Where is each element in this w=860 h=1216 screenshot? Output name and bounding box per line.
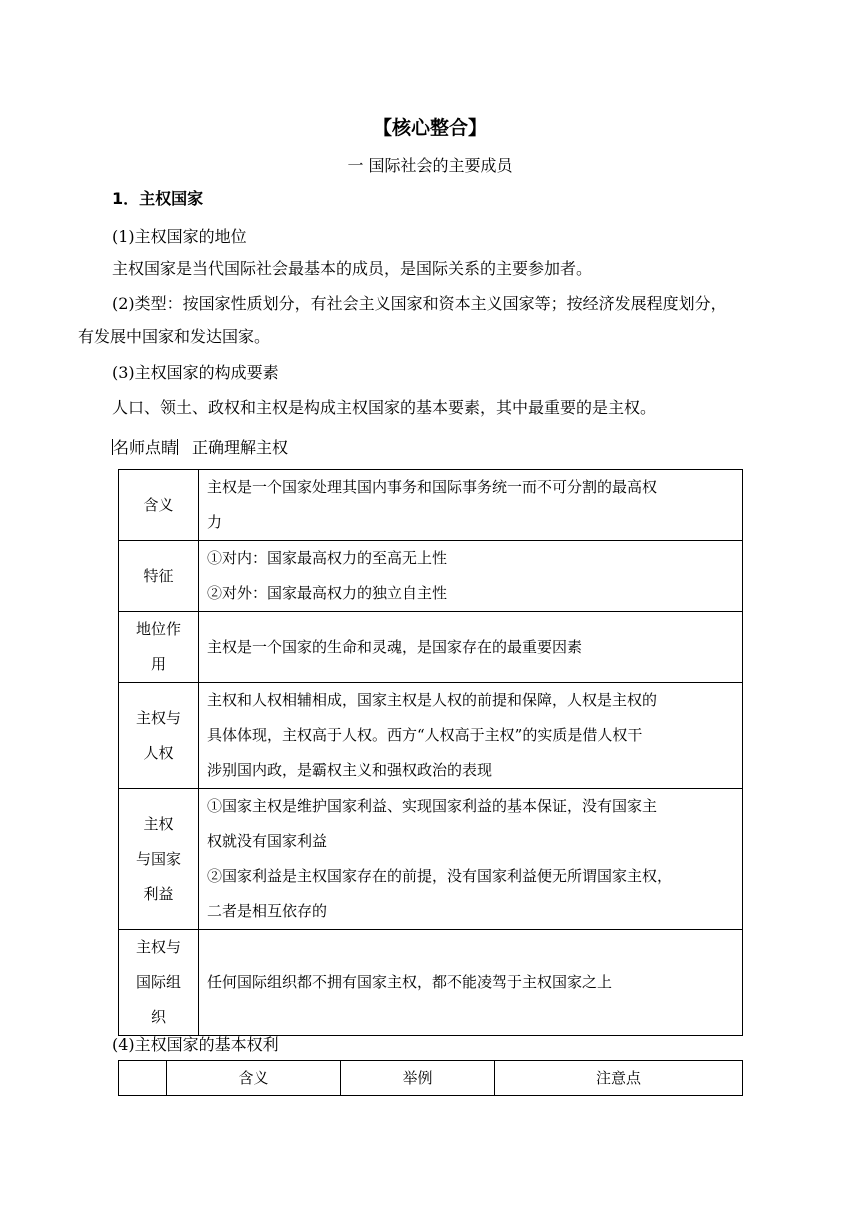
item3-text: 人口、领土、政权和主权是构成主权国家的基本要素，其中最重要的是主权。 [112, 398, 657, 417]
page-title: 【核心整合】 [372, 117, 487, 139]
table-row [119, 789, 743, 930]
row-key: 主权 与国家 利益 [119, 789, 199, 930]
item2-text-line2: 有发展中国家和发达国家。 [78, 327, 271, 346]
tip-label: 名师点睛 [113, 438, 178, 457]
item4-title: (4)主权国家的基本权利 [112, 1035, 279, 1054]
row-value: 主权是一个国家的生命和灵魂，是国家存在的最重要因素 [199, 612, 743, 683]
row-value: ①对内：国家最高权力的至高无上性 ②对外：国家最高权力的独立自主性 [199, 541, 743, 612]
table-row [119, 541, 743, 612]
row-value: ①国家主权是维护国家利益、实现国家利益的基本保证，没有国家主 权就没有国家利益 ②国家利益是主权国家存在的前提，没有国家利益便无所谓国家主权， 二者是相互依存的 [199, 789, 743, 930]
row-key: 地位作 用 [119, 612, 199, 683]
rights-table [118, 1060, 743, 1096]
item1-title: (1)主权国家的地位 [112, 227, 247, 246]
header-cell-empty [119, 1061, 167, 1096]
item3-title: (3)主权国家的构成要素 [112, 363, 279, 382]
header-cell-notes: 注意点 [495, 1061, 743, 1096]
heading-sovereign-state: 1．主权国家 [112, 189, 204, 208]
row-value: 主权是一个国家处理其国内事务和国际事务统一而不可分割的最高权 力 [199, 470, 743, 541]
header-cell-example: 举例 [341, 1061, 495, 1096]
table-row [119, 683, 743, 789]
item1-text: 主权国家是当代国际社会最基本的成员，是国际关系的主要参加者。 [112, 259, 593, 278]
row-value: 主权和人权相辅相成，国家主权是人权的前提和保障，人权是主权的 具体体现，主权高于人权。西方“人权高于主权”的实质是借人权干 涉别国内政，是霸权主义和强权政治的表现 [199, 683, 743, 789]
table-row [119, 930, 743, 1036]
item2-text-line1: (2)类型：按国家性质划分，有社会主义国家和资本主义国家等；按经济发展程度划分， [112, 294, 727, 313]
table-row [119, 612, 743, 683]
table-header-row [119, 1061, 743, 1096]
header-cell-meaning: 含义 [167, 1061, 341, 1096]
row-key: 主权与 人权 [119, 683, 199, 789]
sovereignty-table [118, 469, 743, 1036]
table-row [119, 470, 743, 541]
tip-text: 正确理解主权 [192, 438, 289, 457]
row-key: 主权与 国际组 织 [119, 930, 199, 1036]
row-key: 特征 [119, 541, 199, 612]
section-subtitle: 一 国际社会的主要成员 [347, 156, 513, 175]
tip-label-box [112, 437, 288, 459]
row-value: 任何国际组织都不拥有国家主权，都不能凌驾于主权国家之上 [199, 930, 743, 1036]
row-key: 含义 [119, 470, 199, 541]
